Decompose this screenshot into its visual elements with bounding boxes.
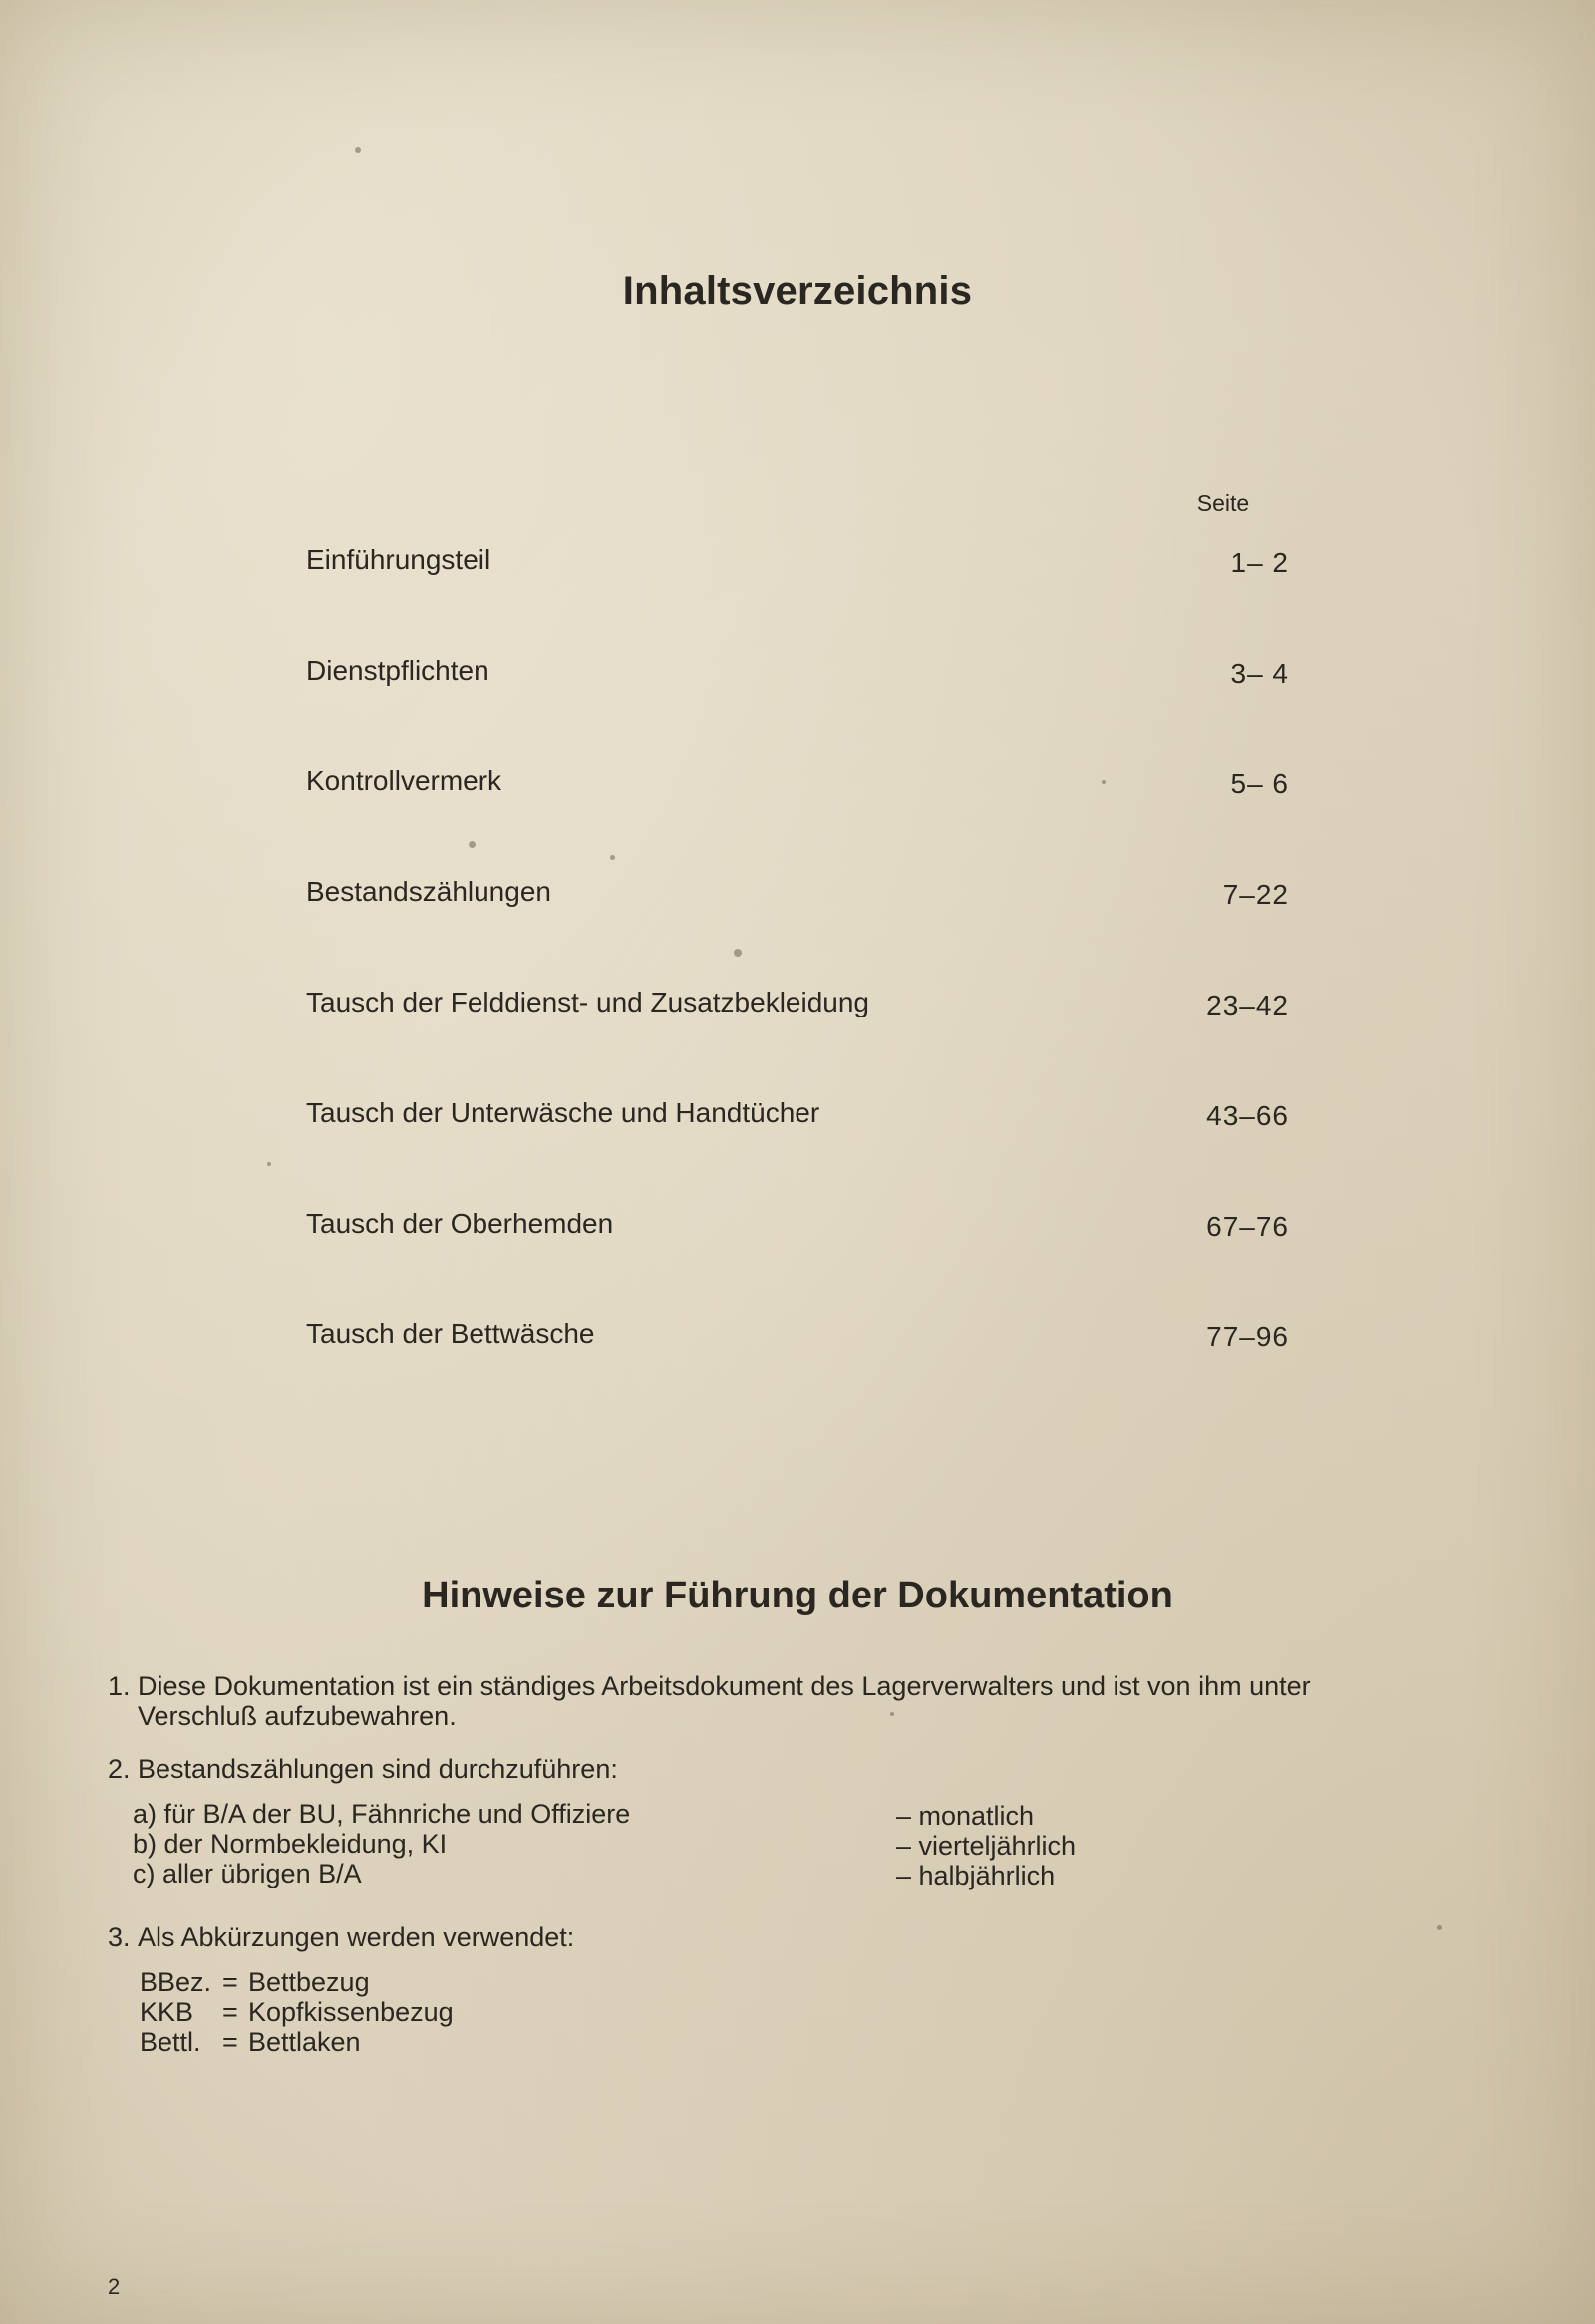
paper-speck [734, 949, 742, 957]
note-text: Verschluß aufzubewahren. [138, 1701, 457, 1731]
abbreviation-equals: = [222, 2027, 238, 2057]
toc-entry [306, 765, 1289, 805]
toc-entry-label: Tausch der Bettwäsche [306, 1318, 595, 1349]
toc-entry-label: Einführungsteil [306, 544, 491, 575]
count-interval: – halbjährlich [896, 1861, 1056, 1890]
note-item [108, 1671, 1503, 1733]
abbreviation: KKB [140, 1997, 194, 2027]
note-number: 1. [108, 1671, 131, 1701]
note-number: 2. [108, 1754, 131, 1784]
toc-entry-pages: 67–76 [1206, 1211, 1289, 1242]
paper-speck [610, 855, 615, 860]
toc-entry [306, 655, 1289, 695]
toc-entry-label: Tausch der Felddienst- und Zusatzbekleidung [306, 987, 870, 1017]
toc-entry-label: Kontrollvermerk [306, 765, 502, 796]
count-interval: – vierteljährlich [896, 1831, 1077, 1861]
toc-entry [306, 987, 1289, 1026]
toc-entry-pages: 43–66 [1206, 1100, 1289, 1131]
toc-entry-pages: 7–22 [1222, 879, 1289, 910]
note-text: Diese Dokumentation ist ein ständiges Arbeitsdokument des Lagerverwalters und ist von ihm unter [138, 1671, 1311, 1701]
count-item: c) aller übrigen B/A [133, 1859, 362, 1888]
paper-speck [355, 147, 361, 153]
note-text: Bestandszählungen sind durchzuführen: [138, 1754, 618, 1784]
abbreviation-meaning: Bettbezug [248, 1967, 370, 1997]
toc-entry-pages: 5– 6 [1230, 768, 1289, 799]
note-text: Als Abkürzungen werden verwendet: [138, 1922, 575, 1952]
abbreviation-meaning: Bettlaken [248, 2027, 361, 2057]
toc-entry [306, 1318, 1289, 1358]
count-interval: – monatlich [896, 1801, 1035, 1831]
toc-entry [306, 1208, 1289, 1248]
toc-entry-pages: 3– 4 [1230, 658, 1289, 689]
toc-entry [306, 876, 1289, 916]
toc-entry-pages: 23–42 [1206, 990, 1289, 1020]
abbreviation-equals: = [222, 1997, 238, 2027]
toc-entry-label: Dienstpflichten [306, 655, 489, 686]
note-item [108, 1922, 1005, 1954]
notes-title: Hinweise zur Führung der Dokumentation [422, 1575, 1173, 1616]
toc-entry-label: Bestandszählungen [306, 876, 551, 907]
abbreviation: Bettl. [140, 2027, 201, 2057]
toc-entry [306, 544, 1289, 584]
toc-entry-label: Tausch der Unterwäsche und Handtücher [306, 1097, 820, 1128]
toc-page-header: Seite [1196, 490, 1250, 516]
toc-entry-pages: 77–96 [1206, 1321, 1289, 1352]
toc-entry-pages: 1– 2 [1230, 547, 1289, 578]
toc-entry-label: Tausch der Oberhemden [306, 1208, 614, 1239]
note-body [138, 1671, 1311, 1731]
paper-speck [469, 841, 476, 848]
abbreviation-equals: = [222, 1967, 238, 1997]
abbreviation: BBez. [140, 1967, 212, 1997]
page-number: 2 [108, 2274, 121, 2299]
note-number: 3. [108, 1922, 131, 1952]
toc-entry [306, 1097, 1289, 1137]
paper-speck [267, 1162, 271, 1166]
note-item [108, 1754, 1005, 1786]
paper-speck [1437, 1925, 1442, 1930]
toc-title: Inhaltsverzeichnis [622, 269, 973, 313]
abbreviation-meaning: Kopfkissenbezug [248, 1997, 454, 2027]
count-item: b) der Normbekleidung, KI [133, 1829, 448, 1859]
count-item: a) für B/A der BU, Fähnriche und Offiziere [133, 1799, 631, 1829]
